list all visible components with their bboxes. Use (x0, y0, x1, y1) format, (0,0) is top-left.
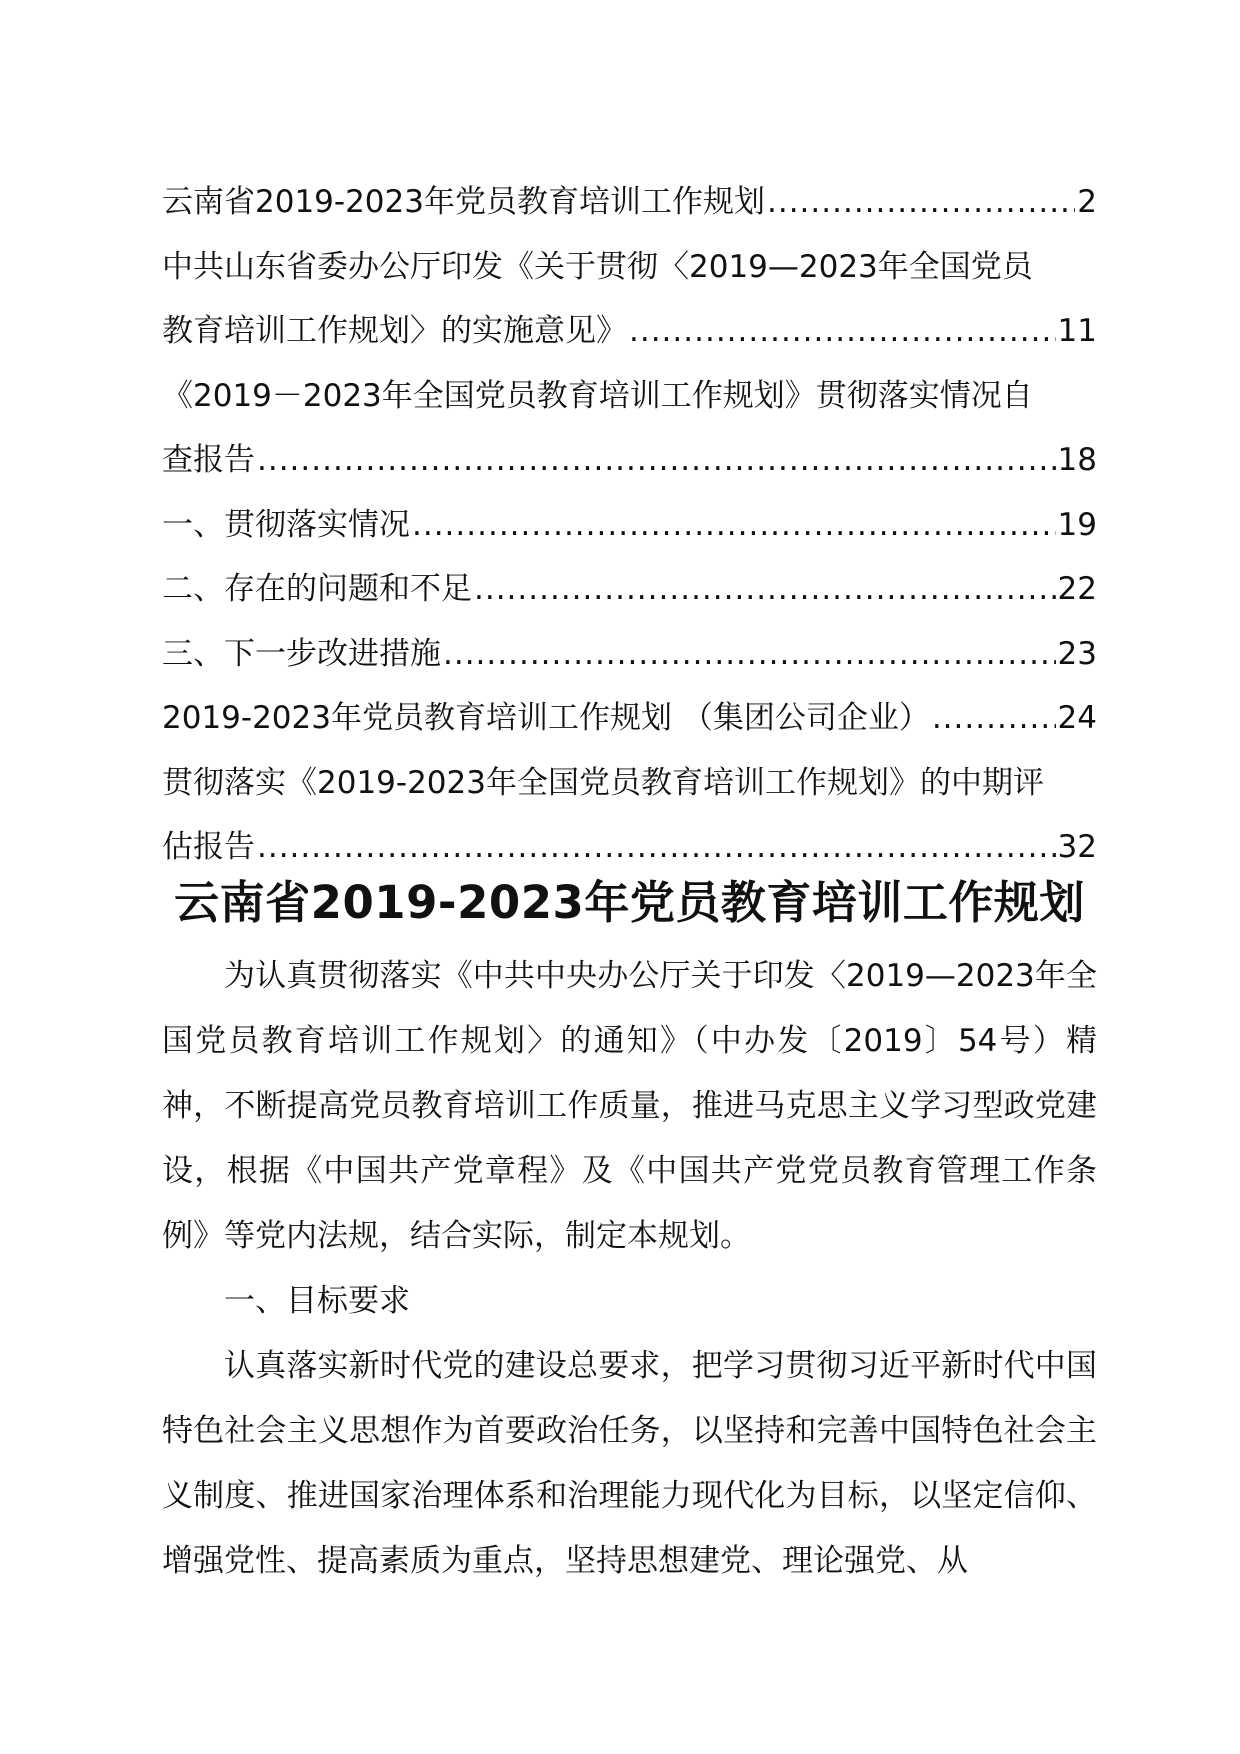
toc-entry[interactable] (162, 170, 1097, 235)
toc-leader-dots (629, 299, 1056, 364)
toc-leader-dots (932, 686, 1056, 751)
toc-entry-title: 一、贯彻落实情况 (162, 506, 410, 543)
toc-entry[interactable] (162, 493, 1097, 558)
toc-entry-title-line2: 查报告 (162, 442, 255, 478)
document-title: 云南省2019-2023年党员教育培训工作规划 (174, 876, 1085, 929)
toc-leader-dots (257, 815, 1056, 880)
toc-leader-dots (474, 557, 1056, 622)
toc-entry-title-line1: 中共山东省委办公厅印发《关于贯彻〈2019—2023年全国党员 (162, 248, 1033, 285)
toc-leader-dots (443, 622, 1056, 687)
toc-page-number: 22 (1057, 571, 1097, 607)
toc-entry-title: 2019-2023年党员教育培训工作规划 （集团公司企业） (162, 700, 930, 736)
toc-entry-title: 三、下一步改进措施 (162, 635, 441, 672)
toc-entry[interactable] (162, 751, 1097, 880)
toc-entry-title: 云南省2019-2023年党员教育培训工作规划 (162, 184, 765, 220)
toc-leader-dots (257, 428, 1056, 493)
table-of-contents (162, 170, 1097, 880)
toc-entry-title-line2: 估报告 (162, 829, 255, 865)
toc-entry-title-line2: 教育培训工作规划〉的实施意见》 (162, 313, 627, 349)
toc-entry-title: 二、存在的问题和不足 (162, 571, 472, 607)
document-body (162, 944, 1097, 1594)
toc-entry[interactable] (162, 557, 1097, 622)
toc-leader-dots (767, 170, 1075, 235)
toc-page-number: 23 (1057, 635, 1097, 672)
toc-entry-title-line1: 贯彻落实《2019-2023年全国党员教育培训工作规划》的中期评 (162, 764, 1044, 801)
toc-page-number: 2 (1077, 184, 1097, 220)
toc-page-number: 18 (1057, 442, 1097, 478)
section-heading: 一、目标要求 (224, 1283, 410, 1319)
toc-entry[interactable] (162, 622, 1097, 687)
section-paragraph: 认真落实新时代党的建设总要求，把学习贯彻习近平新时代中国特色社会主义思想作为首要政治任务，以坚持和完善中国特色社会主义制度、推进国家治理体系和治理能力现代化为目标，以坚定信仰、增强党性、提高素质为重点，坚持思想建党、理论强党、从 (162, 1348, 1097, 1579)
toc-page-number: 24 (1057, 700, 1097, 736)
toc-page-number: 32 (1057, 829, 1097, 865)
toc-entry[interactable] (162, 686, 1097, 751)
toc-page-number: 19 (1057, 506, 1097, 543)
toc-entry-title-line1: 《2019－2023年全国党员教育培训工作规划》贯彻落实情况自 (162, 377, 1033, 414)
intro-paragraph: 为认真贯彻落实《中共中央办公厅关于印发〈2019—2023年全国党员教育培训工作规划〉的通知》（中办发〔2019〕54号）精神，不断提高党员教育培训工作质量，推进马克思主义学习型政党建设，根据《中国共产党章程》及《中国共产党党员教育管理工作条例》等党内法规，结合实际，制定本规划。 (162, 958, 1097, 1254)
toc-page-number: 11 (1057, 313, 1097, 349)
toc-leader-dots (412, 493, 1056, 558)
toc-entry[interactable] (162, 364, 1097, 493)
toc-entry[interactable] (162, 235, 1097, 364)
